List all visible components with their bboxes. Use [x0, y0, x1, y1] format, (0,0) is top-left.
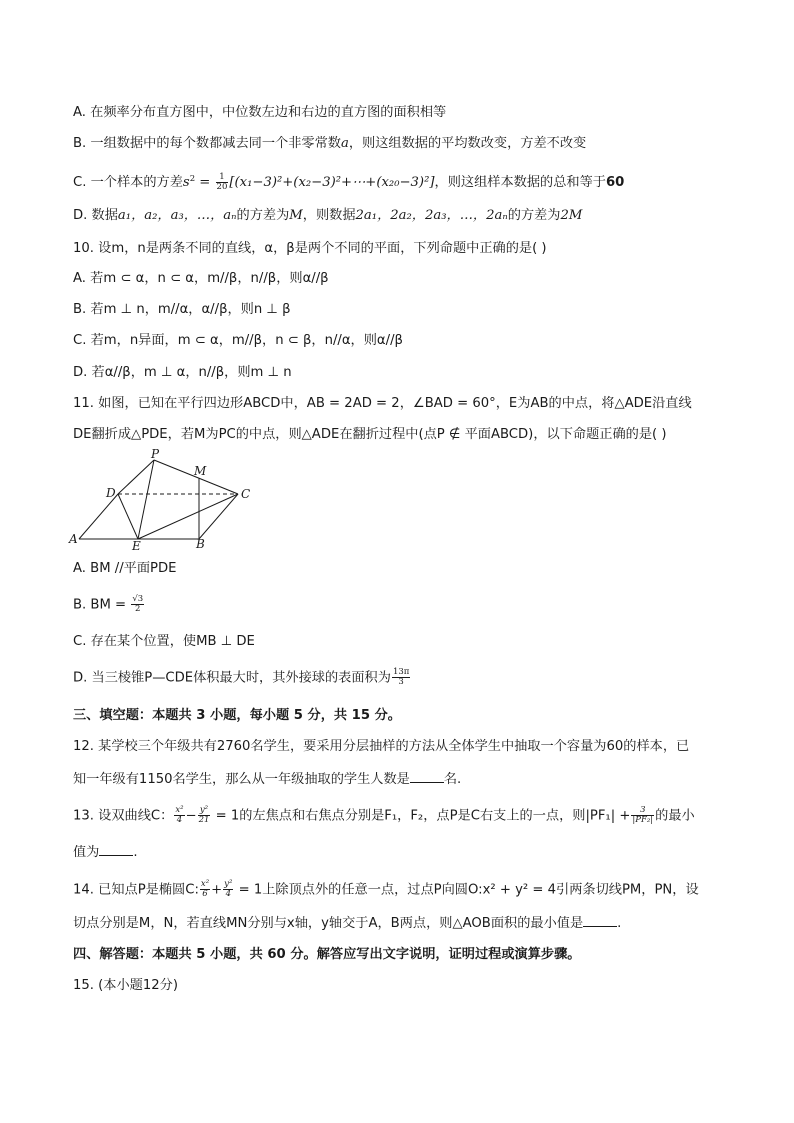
q9-option-c-pre: C. 一个样本的方差: [73, 175, 183, 190]
edge-ad: [79, 494, 118, 539]
q9-option-b: [73, 135, 586, 153]
q11-option-c: C. 存在某个位置，使MB ⊥ DE: [73, 634, 255, 649]
q9-option-c-formula: [(x₁−3)²+(x₂−3)²+⋯+(x₂₀−3)²]: [229, 175, 435, 190]
q12-line2-pre: 知一年级有1150名学生，那么从一年级抽取的学生人数是: [73, 772, 410, 787]
q9-option-d-pre: D. 数据: [73, 208, 118, 223]
q10-option-c: C. 若m，n异面，m ⊂ α，m//β，n ⊂ β，n//α，则α//β: [73, 333, 403, 348]
q15-heading: 15. (本小题12分): [73, 978, 178, 993]
q14-mid: = 1上除顶点外的任意一点，过点P向圆O:x² + y² = 4引两条切线PM，PN，设: [234, 882, 699, 898]
q9-option-c-fraction: $\frac{1}{20}$: [216, 171, 228, 192]
q11-option-b: [73, 595, 145, 615]
q13-mid: = 1的左焦点和右焦点分别是F₁，F₂，点P是C右支上的一点，则|PF₁| +: [211, 808, 631, 824]
edge-ec: [138, 494, 238, 539]
edge-pe: [138, 460, 154, 539]
label-d: D: [106, 486, 116, 500]
q13-minus: −: [185, 808, 197, 824]
q11-option-a: A. BM //平面PDE: [73, 561, 177, 576]
label-m: M: [194, 464, 207, 478]
q9-option-b-post: ，则这组数据的平均数改变，方差不改变: [348, 136, 587, 151]
label-b: B: [196, 537, 205, 551]
q11-option-d: [73, 668, 411, 688]
q10-option-d: D. 若α//β，m ⊥ α，n//β，则m ⊥ n: [73, 365, 292, 380]
q11-stem-line2: DE翻折成△PDE，若M为PC的中点，则△ADE在翻折过程中(点P ∉ 平面ABCD)，以下命题正确的是( ): [73, 427, 667, 442]
q10-option-b: B. 若m ⊥ n，m//α，α//β，则n ⊥ β: [73, 302, 291, 317]
q14-answer-blank[interactable]: [583, 914, 617, 927]
edge-bc: [199, 494, 238, 539]
q10-option-a: A. 若m ⊂ α，n ⊂ α，m//β，n//β，则α//β: [73, 271, 329, 286]
section-3-heading: 三、填空题：本题共 3 小题，每小题 5 分，共 15 分。: [73, 708, 401, 723]
q9-option-c-s2: s: [182, 175, 190, 190]
q14-line2: [73, 914, 621, 933]
q9-option-d-mid: 的方差为: [236, 208, 290, 223]
q13-line2: [73, 843, 138, 862]
q9-option-d: [73, 207, 582, 225]
q13-line1: [73, 806, 695, 826]
q14-fraction-2: $\frac{\text{y²}}{4}$: [224, 879, 233, 899]
q14-line2-pre: 切点分别是M，N，若直线MN分别与x轴，y轴交于A，B两点，则△AOB面积的最小值是: [73, 916, 584, 931]
q9-option-d-list: a₁，a₂，a₃，…，aₙ: [117, 208, 237, 223]
q13-line2-pre: 值为: [73, 845, 100, 860]
q9-option-c-post: ，则这组样本数据的总和等于: [434, 175, 606, 190]
q9-option-c-s2-sup: 2: [189, 174, 196, 184]
q11-option-b-fraction: $\frac{√3}{2}$: [132, 594, 144, 614]
q13-post: 的最小: [655, 808, 695, 824]
q14-plus: +: [211, 882, 223, 898]
q13-pre: 13. 设双曲线C：: [73, 808, 174, 824]
q13-answer-blank[interactable]: [99, 843, 133, 856]
q12-line2: [73, 770, 461, 789]
q14-fraction-1: $\frac{\text{x²}}{6}$: [200, 879, 210, 899]
parallelogram-figure: [66, 448, 256, 553]
q9-option-c: C. 一个样本的方差$s^2$ = $\frac{1}{20}$ [(x₁−3)²+(x₂−3)²+⋯+(x₂₀−3)²]，则这组样本数据的总和等于60: [73, 171, 625, 192]
q9-option-d-list2: 2a₁，2a₂，2a₃，…，2aₙ: [355, 208, 508, 223]
q9-option-d-mid3: 的方差为: [507, 208, 561, 223]
q9-option-d-m: M: [289, 208, 303, 223]
q11-option-d-pre: D. 当三棱锥P—CDE体积最大时，其外接球的表面积为: [73, 670, 391, 686]
label-c: C: [241, 487, 251, 501]
q11-option-d-fraction: $\frac{13\pi}{3}$: [392, 667, 410, 687]
q9-option-b-var: a: [341, 136, 349, 151]
q9-option-a: A. 在频率分布直方图中，中位数左边和右边的直方图的面积相等: [73, 105, 447, 120]
q14-pre: 14. 已知点P是椭圆C:: [73, 882, 199, 898]
q9-option-d-result: 2M: [560, 208, 583, 223]
q12-answer-blank[interactable]: [410, 770, 444, 783]
edge-de: [118, 494, 138, 539]
q12-line1: 12. 某学校三个年级共有2760名学生，要采用分层抽样的方法从全体学生中抽取一个容量为60的样本，已: [73, 739, 690, 754]
label-a: A: [69, 532, 78, 546]
q14-line2-post: .: [617, 916, 622, 931]
q14-line1: [73, 880, 699, 900]
q9-option-c-value: 60: [605, 175, 625, 190]
q13-fraction-1: $\frac{\text{x²}}{4}$: [175, 805, 184, 825]
q13-fraction-2: $\frac{\text{y²}}{21}$: [198, 805, 210, 825]
q13-fraction-3: $\frac{3}{\text{|PF₂|}}$: [632, 805, 654, 825]
q13-line2-post: .: [133, 845, 138, 860]
section-4-heading: 四、解答题：本题共 5 小题，共 60 分。解答应写出文字说明，证明过程或演算步骤。: [73, 947, 581, 962]
label-p: P: [151, 448, 160, 461]
q10-stem: 10. 设m，n是两条不同的直线，α，β是两个不同的平面，下列命题中正确的是( ): [73, 241, 547, 256]
q11-stem-line1: 11. 如图，已知在平行四边形ABCD中，AB = 2AD = 2，∠BAD = 60°，E为AB的中点，将△ADE沿直线: [73, 396, 692, 411]
q9-option-b-pre: B. 一组数据中的每个数都减去同一个非零常数: [73, 136, 341, 151]
q9-option-d-mid2: ，则数据: [302, 208, 356, 223]
q11-option-b-pre: B. BM =: [73, 597, 127, 613]
q12-line2-post: 名.: [443, 772, 462, 787]
label-e: E: [132, 539, 141, 553]
